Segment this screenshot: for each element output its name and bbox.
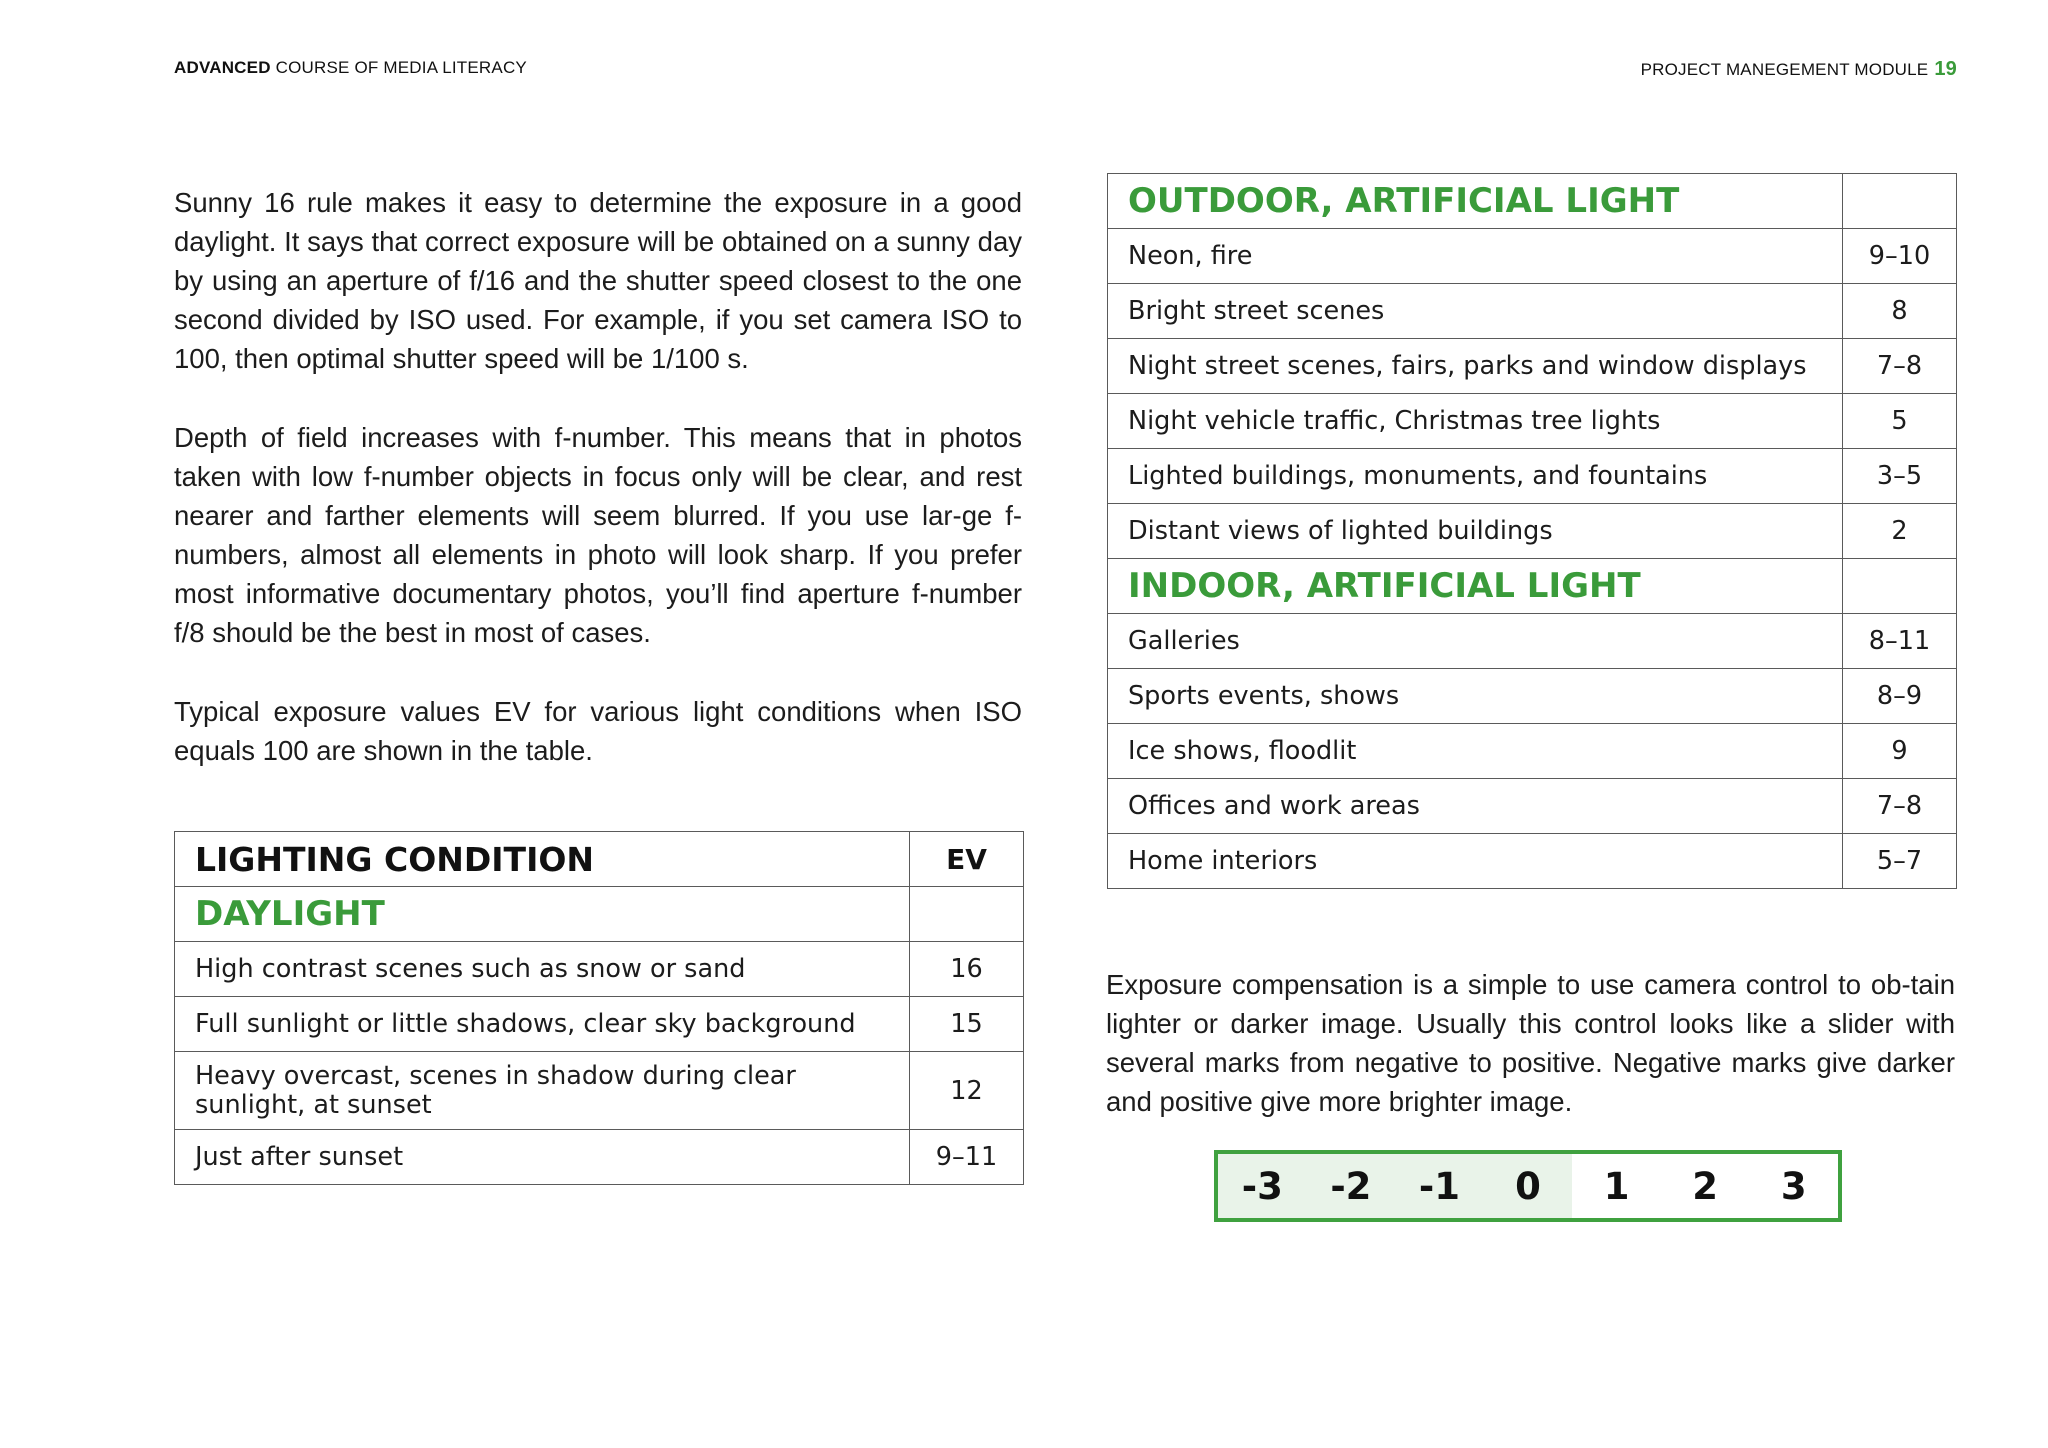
section-ev-empty [1843, 174, 1957, 229]
slider-mark: 1 [1603, 1164, 1630, 1208]
table-row [1108, 669, 1957, 724]
ev-value: 12 [910, 1052, 1024, 1130]
condition-label: High contrast scenes such as snow or sand [175, 942, 910, 997]
header-course-title: COURSE OF MEDIA LITERACY [275, 58, 527, 77]
condition-label: Ice shows, floodlit [1108, 724, 1843, 779]
paragraph-typical-ev: Typical exposure values EV for various light conditions when ISO equals 100 are shown in the table. [174, 696, 1022, 766]
slider-mark: -1 [1395, 1154, 1484, 1218]
ev-value: 8 [1843, 284, 1957, 339]
paragraph-depth-of-field: Depth of field increases with f-number. This means that in photos taken with low f-number objects in focus only will be clear, and rest nearer and farther elements will seem blurred. If you use lar-ge f-numbers, almost all elements in photo will look sharp. If you prefer most informative documentary photos, you’ll find aperture f-number f/8 should be the best in most of cases. [174, 422, 1022, 648]
slider-mark: 3 [1780, 1164, 1807, 1208]
section-ev-empty [910, 887, 1024, 942]
table-row [175, 942, 1024, 997]
section-label-indoor: INDOOR, ARTIFICIAL LIGHT [1108, 559, 1843, 614]
ev-value: 3–5 [1843, 449, 1957, 504]
table-row [1108, 394, 1957, 449]
slider-mark: 0 [1484, 1154, 1573, 1218]
table-row [1108, 834, 1957, 889]
ev-value: 5–7 [1843, 834, 1957, 889]
slider-mark: -2 [1307, 1154, 1396, 1218]
ev-table-artificial [1107, 173, 1957, 889]
condition-label: Lighted buildings, monuments, and fountains [1108, 449, 1843, 504]
table-row [1108, 779, 1957, 834]
condition-label: Sports events, shows [1108, 669, 1843, 724]
table-row [1108, 449, 1957, 504]
table-row [1108, 504, 1957, 559]
ev-value: 9–10 [1843, 229, 1957, 284]
ev-value: 7–8 [1843, 779, 1957, 834]
table-row [175, 997, 1024, 1052]
ev-value: 8–11 [1843, 614, 1957, 669]
table-header-row [175, 832, 1024, 887]
header-module-title: PROJECT MANEGEMENT MODULE [1640, 60, 1929, 79]
condition-label: Offices and work areas [1108, 779, 1843, 834]
condition-label: Just after sunset [175, 1130, 910, 1185]
ev-value: 16 [910, 942, 1024, 997]
table-row [175, 1130, 1024, 1185]
condition-label: Night street scenes, fairs, parks and window displays [1108, 339, 1843, 394]
running-header-right [1641, 58, 1957, 81]
ev-value: 9–11 [910, 1130, 1024, 1185]
section-row-indoor [1108, 559, 1957, 614]
running-header-left [174, 58, 527, 78]
ev-value: 9 [1843, 724, 1957, 779]
header-course-bold: ADVANCED [174, 58, 271, 77]
column-header-ev: EV [910, 832, 1024, 887]
ev-table-daylight [174, 831, 1024, 1185]
page-number: 19 [1934, 58, 1957, 80]
ev-value: 15 [910, 997, 1024, 1052]
condition-label: Full sunlight or little shadows, clear sky background [175, 997, 910, 1052]
section-row-daylight [175, 887, 1024, 942]
condition-label: Home interiors [1108, 834, 1843, 889]
table-row [1108, 614, 1957, 669]
condition-label: Distant views of lighted buildings [1108, 504, 1843, 559]
ev-value: 8–9 [1843, 669, 1957, 724]
condition-label: Heavy overcast, scenes in shadow during clear sunlight, at sunset [175, 1052, 910, 1130]
table-row [1108, 284, 1957, 339]
exposure-compensation-slider [1214, 1150, 1842, 1222]
ev-value: 2 [1843, 504, 1957, 559]
section-label-outdoor: OUTDOOR, ARTIFICIAL LIGHT [1108, 174, 1843, 229]
section-label-daylight: DAYLIGHT [175, 887, 910, 942]
table-row [1108, 339, 1957, 394]
condition-label: Night vehicle traffic, Christmas tree lights [1108, 394, 1843, 449]
condition-label: Neon, fire [1108, 229, 1843, 284]
section-row-outdoor [1108, 174, 1957, 229]
ev-value: 5 [1843, 394, 1957, 449]
slider-mark: 2 [1692, 1164, 1719, 1208]
table-row [1108, 229, 1957, 284]
paragraph-exposure-compensation: Exposure compensation is a simple to use camera control to ob-tain lighter or darker image. Usually this control looks like a slider with several marks from negative to positive. Negative marks give darker and positive give more brighter image. [1106, 969, 1955, 1117]
column-header-lighting-condition: LIGHTING CONDITION [175, 832, 910, 887]
table-row [1108, 724, 1957, 779]
slider-mark: -3 [1218, 1154, 1307, 1218]
table-row [175, 1052, 1024, 1130]
ev-value: 7–8 [1843, 339, 1957, 394]
condition-label: Bright street scenes [1108, 284, 1843, 339]
condition-label: Galleries [1108, 614, 1843, 669]
paragraph-sunny-16: Sunny 16 rule makes it easy to determine the exposure in a good daylight. It says that correct exposure will be obtained on a sunny day by using an aperture of f/16 and the shutter speed closest to the one second divided by ISO used. For example, if you set camera ISO to 100, then optimal shutter speed will be 1/100 s. [174, 187, 1022, 374]
section-ev-empty [1843, 559, 1957, 614]
